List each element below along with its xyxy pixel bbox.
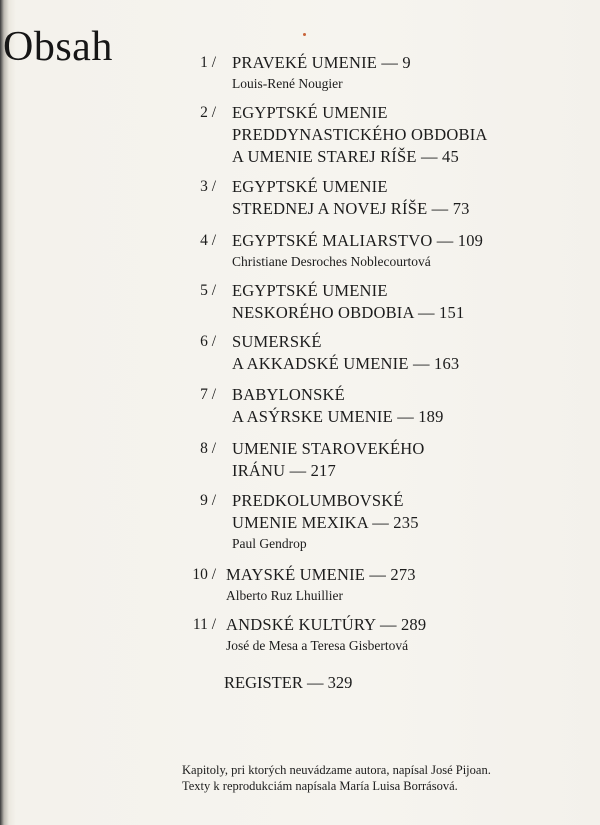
entry-title: EGYPTSKÉ UMENIE (232, 103, 388, 122)
entry-title: ANDSKÉ KULTÚRY — 289 (226, 615, 427, 634)
entry-title: PRAVEKÉ UMENIE — 9 (232, 53, 411, 72)
entry-title: PREDKOLUMBOVSKÉ (232, 491, 404, 510)
entry-title: EGYPTSKÉ UMENIE (232, 177, 388, 196)
entry-number: 3 / (200, 178, 216, 195)
entry-title: A AKKADSKÉ UMENIE — 163 (232, 354, 460, 373)
entry-author: Louis-René Nougier (232, 76, 343, 91)
ink-speck (303, 33, 306, 36)
entry-author: José de Mesa a Teresa Gisbertová (226, 638, 409, 653)
entry-title: A ASÝRSKE UMENIE — 189 (232, 407, 444, 426)
entry-title: UMENIE MEXIKA — 235 (232, 513, 419, 532)
footnote-line: Texty k reprodukciám napísala María Luisa Borrásová. (182, 779, 458, 793)
entry-author: Paul Gendrop (232, 536, 307, 551)
entry-number: 10 / (192, 566, 216, 583)
entry-title: MAYSKÉ UMENIE — 273 (226, 565, 416, 584)
entry-number: 7 / (200, 386, 216, 403)
entry-title: SUMERSKÉ (232, 332, 322, 351)
entry-title: BABYLONSKÉ (232, 385, 345, 404)
entry-number: 11 / (192, 616, 216, 633)
entry-title: NESKORÉHO OBDOBIA — 151 (232, 303, 465, 322)
entry-title: UMENIE STAROVEKÉHO (232, 439, 425, 458)
entry-title: PREDDYNASTICKÉHO OBDOBIA (232, 125, 488, 144)
footnote-line: Kapitoly, pri ktorých neuvádzame autora, napísal José Pijoan. (182, 763, 491, 777)
entry-author: Christiane Desroches Noblecourtová (232, 254, 431, 269)
entry-number: 8 / (200, 440, 216, 457)
entry-number: 4 / (200, 232, 216, 249)
entry-title: EGYPTSKÉ UMENIE (232, 281, 388, 300)
entry-title: A UMENIE STAREJ RÍŠE — 45 (232, 147, 459, 166)
entry-author: Alberto Ruz Lhuillier (226, 588, 343, 603)
entry-number: 1 / (200, 54, 216, 71)
register-entry: REGISTER — 329 (224, 673, 353, 692)
entry-number: 5 / (200, 282, 216, 299)
entry-number: 2 / (200, 104, 216, 121)
entry-title: EGYPTSKÉ MALIARSTVO — 109 (232, 231, 484, 250)
entry-title: STREDNEJ A NOVEJ RÍŠE — 73 (232, 199, 470, 218)
entry-title: IRÁNU — 217 (232, 461, 336, 480)
footnote (182, 762, 491, 794)
page-title: Obsah (3, 24, 113, 70)
entry-number: 6 / (200, 333, 216, 350)
entry-number: 9 / (200, 492, 216, 509)
